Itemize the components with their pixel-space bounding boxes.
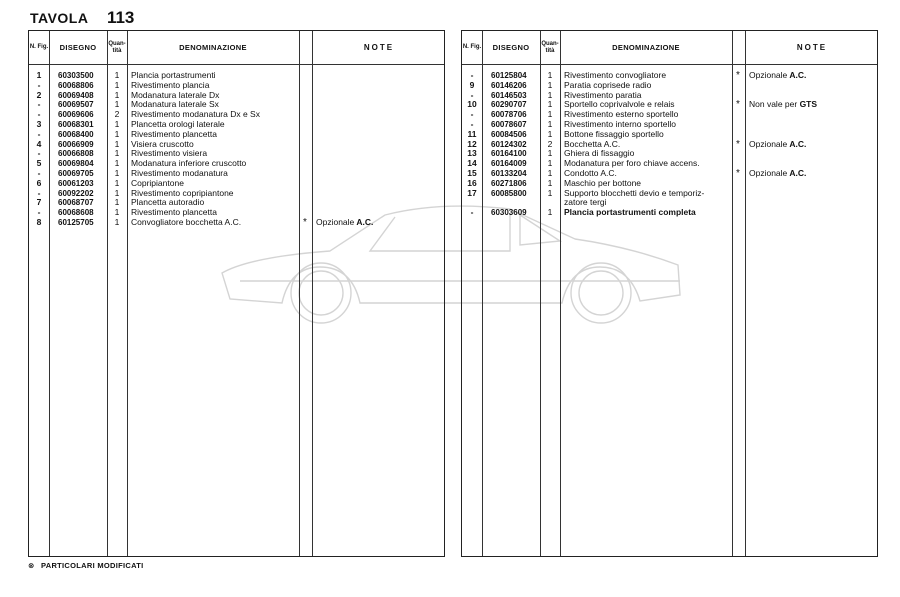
disegno-cell: 60125804 (491, 71, 527, 80)
fig-cell: 8 (36, 216, 42, 227)
qty-cell: 1 (114, 99, 120, 110)
fig-cell: 14 (467, 158, 477, 169)
denominazione-cell: Plancia portastrumenti completa (564, 207, 696, 218)
qty-cell: 1 (114, 207, 120, 218)
denominazione-cell: Rivestimento copripiantone (131, 187, 234, 198)
fig-cell: 12 (467, 138, 477, 149)
denominazione-cell: Bocchetta A.C. (564, 138, 621, 149)
disegno-cell: 60164100 (491, 149, 527, 159)
table-row (29, 169, 444, 179)
qty-cell: 1 (114, 158, 120, 169)
right-rows (462, 71, 877, 218)
disegno-cell: 60069507 (58, 100, 94, 110)
qty-cell: 1 (114, 216, 120, 227)
table-row (462, 189, 877, 199)
left-rows (29, 71, 444, 228)
denominazione-cell: Supporto blocchetti devio e temporiz- (564, 187, 705, 198)
fig-cell: 15 (467, 167, 477, 178)
denominazione-cell: Visiera cruscotto (131, 138, 194, 149)
col-note-header: NOTE (363, 43, 395, 52)
asterisk-mark: * (736, 138, 740, 150)
table-row (462, 130, 877, 140)
denominazione-cell: zatore tergi (564, 197, 607, 208)
asterisk-mark: * (736, 99, 740, 111)
modified-symbol-icon: ⊗ (28, 561, 35, 570)
note-cell: Opzionale A.C. (749, 70, 807, 80)
denominazione-cell: Rivestimento esterno sportello (564, 109, 679, 120)
disegno-cell: 60066909 (58, 139, 94, 149)
fig-cell: 16 (467, 177, 477, 188)
qty-cell: 1 (114, 128, 120, 139)
note-emphasis: GTS (797, 99, 818, 110)
denominazione-cell: Rivestimento modanatura (131, 167, 228, 178)
tavola-label: TAVOLA (30, 10, 89, 26)
table-row (29, 130, 444, 140)
denominazione-cell: Rivestimento modanatura Dx e Sx (131, 109, 260, 120)
disegno-cell: 60133204 (491, 168, 527, 178)
qty-cell: 1 (114, 177, 120, 188)
col-qty-header: Quan- tità (541, 40, 559, 54)
table-row (462, 120, 877, 130)
disegno-cell: 60069705 (58, 168, 94, 178)
table-row (462, 140, 877, 150)
footer-text: PARTICOLARI MODIFICATI (40, 561, 144, 570)
fig-cell: - (470, 70, 474, 80)
footer-legend (28, 561, 144, 570)
disegno-cell: 60068707 (58, 198, 94, 208)
fig-cell: - (470, 118, 474, 129)
fig-cell: 1 (36, 70, 42, 80)
qty-cell: 1 (547, 70, 553, 80)
asterisk-mark: * (303, 216, 307, 228)
table-row (29, 140, 444, 150)
col-note-header: NOTE (796, 43, 828, 52)
table-row (29, 159, 444, 169)
table-row (29, 218, 444, 228)
table-row (462, 208, 877, 218)
disegno-cell: 60068301 (58, 119, 94, 129)
table-row (29, 179, 444, 189)
fig-cell: 13 (467, 148, 477, 159)
qty-cell: 1 (547, 187, 553, 198)
fig-cell: - (470, 109, 474, 120)
asterisk-mark: * (736, 70, 740, 81)
col-denominazione-header: DENOMINAZIONE (612, 43, 680, 52)
note-emphasis: A.C. (354, 216, 374, 227)
disegno-cell: 60078706 (491, 110, 527, 120)
fig-cell: - (37, 79, 41, 90)
denominazione-cell: Copripiantone (131, 177, 184, 188)
disegno-cell: 60061203 (58, 178, 94, 188)
disegno-cell: 60068608 (58, 208, 94, 218)
note-emphasis: A.C. (787, 70, 807, 80)
qty-cell: 1 (114, 167, 120, 178)
right-parts-table (461, 30, 878, 557)
fig-cell: - (470, 89, 474, 100)
col-disegno-header: DISEGNO (492, 43, 530, 52)
denominazione-cell: Rivestimento paratia (564, 89, 642, 100)
denominazione-cell: Rivestimento plancetta (131, 128, 217, 139)
table-row (462, 81, 877, 91)
qty-cell: 1 (547, 109, 553, 120)
qty-cell: 2 (547, 138, 553, 149)
denominazione-cell: Rivestimento convogliatore (564, 70, 667, 80)
asterisk-mark: * (736, 167, 740, 179)
denominazione-cell: Ghiera di fissaggio (564, 148, 635, 159)
qty-cell: 1 (114, 79, 120, 90)
disegno-cell: 60125705 (58, 217, 94, 227)
qty-cell: 1 (114, 118, 120, 129)
col-fig-header: N. Fig. (462, 44, 482, 50)
fig-cell: 7 (36, 197, 42, 208)
fig-cell: - (37, 148, 41, 159)
note-cell: Opzionale A.C. (749, 138, 807, 149)
fig-cell: - (470, 207, 474, 218)
denominazione-cell: Rivestimento interno sportello (564, 118, 676, 129)
qty-cell: 1 (547, 79, 553, 90)
disegno-cell: 60303609 (491, 208, 527, 218)
denominazione-cell: Modanatura per foro chiave accens. (564, 158, 700, 169)
fig-cell: 4 (36, 138, 42, 149)
denominazione-cell: Convogliatore bocchetta A.C. (131, 216, 242, 227)
denominazione-cell: Sportello coprivalvole e relais (564, 99, 675, 110)
qty-cell: 1 (547, 118, 553, 129)
denominazione-cell: Rivestimento plancetta (131, 207, 217, 218)
table-row (29, 120, 444, 130)
fig-cell: - (37, 99, 41, 110)
disegno-cell: 60164009 (491, 159, 527, 169)
fig-cell: - (37, 207, 41, 218)
disegno-cell: 60068400 (58, 129, 94, 139)
qty-cell: 1 (114, 70, 120, 80)
qty-cell: 1 (547, 158, 553, 169)
denominazione-cell: Paratia coprisede radio (564, 79, 652, 90)
col-denominazione-header: DENOMINAZIONE (179, 43, 247, 52)
qty-cell: 1 (547, 89, 553, 100)
denominazione-cell: Plancetta orologi laterale (131, 118, 225, 129)
denominazione-cell: Rivestimento plancia (131, 79, 210, 90)
note-cell: Opzionale A.C. (749, 167, 807, 178)
denominazione-cell: Modanatura laterale Sx (131, 99, 219, 110)
tavola-number: 113 (106, 8, 135, 27)
col-disegno-header: DISEGNO (59, 43, 97, 52)
disegno-cell: 60069408 (58, 90, 94, 100)
disegno-cell: 60271806 (491, 178, 527, 188)
fig-cell: - (37, 187, 41, 198)
fig-cell: 17 (467, 187, 477, 198)
fig-cell: 9 (469, 79, 475, 90)
fig-cell: 3 (36, 118, 42, 129)
disegno-cell: 60084506 (491, 129, 527, 139)
table-row (29, 81, 444, 91)
col-qty-header: Quan- tità (108, 40, 126, 54)
disegno-cell: 60146206 (491, 80, 527, 90)
disegno-cell: 60069804 (58, 159, 94, 169)
table-row (462, 159, 877, 169)
table-row (29, 189, 444, 199)
disegno-cell: 60146503 (491, 90, 527, 100)
table-row (462, 71, 877, 81)
fig-cell: 2 (36, 89, 42, 100)
fig-cell: 6 (36, 177, 42, 188)
qty-cell: 1 (114, 187, 120, 198)
disegno-cell: 60290707 (491, 100, 527, 110)
table-row (29, 71, 444, 81)
disegno-cell: 60303500 (58, 71, 94, 80)
col-fig-header: N. Fig. (29, 44, 49, 50)
left-parts-table (28, 30, 445, 557)
disegno-cell: 60085800 (491, 188, 527, 198)
qty-cell: 1 (114, 89, 120, 100)
fig-cell: - (37, 167, 41, 178)
denominazione-cell: Modanatura laterale Dx (131, 89, 220, 100)
qty-cell: 1 (547, 99, 553, 110)
disegno-cell: 60068806 (58, 80, 94, 90)
table-row (29, 110, 444, 120)
denominazione-cell: Modanatura inferiore cruscotto (131, 158, 247, 169)
note-cell: Opzionale A.C. (316, 216, 374, 227)
table-row (29, 91, 444, 101)
fig-cell: 5 (36, 158, 42, 169)
note-cell: Non vale per GTS (749, 99, 818, 110)
denominazione-cell: Maschio per bottone (564, 177, 642, 188)
table-row (462, 169, 877, 179)
disegno-cell: 60092202 (58, 188, 94, 198)
note-emphasis: A.C. (787, 138, 807, 149)
disegno-cell: 60078607 (491, 119, 527, 129)
fig-cell: - (37, 109, 41, 120)
qty-cell: 2 (114, 109, 120, 120)
denominazione-cell: Plancia portastrumenti (131, 70, 216, 80)
denominazione-cell: Rivestimento visiera (131, 148, 208, 159)
denominazione-cell: Bottone fissaggio sportello (564, 128, 664, 139)
qty-cell: 1 (547, 167, 553, 178)
qty-cell: 1 (114, 148, 120, 159)
qty-cell: 1 (114, 197, 120, 208)
denominazione-cell: Condotto A.C. (564, 167, 617, 178)
fig-cell: 10 (467, 99, 477, 110)
qty-cell: 1 (114, 138, 120, 149)
qty-cell: 1 (547, 128, 553, 139)
qty-cell: 1 (547, 207, 553, 218)
page-title (30, 8, 134, 28)
qty-cell: 1 (547, 148, 553, 159)
denominazione-cell: Plancetta autoradio (131, 197, 205, 208)
fig-cell: - (37, 128, 41, 139)
table-row (29, 198, 444, 208)
disegno-cell: 60069606 (58, 110, 94, 120)
fig-cell: 11 (467, 128, 477, 139)
disegno-cell: 60066808 (58, 149, 94, 159)
note-emphasis: A.C. (787, 167, 807, 178)
qty-cell: 1 (547, 177, 553, 188)
disegno-cell: 60124302 (491, 139, 527, 149)
